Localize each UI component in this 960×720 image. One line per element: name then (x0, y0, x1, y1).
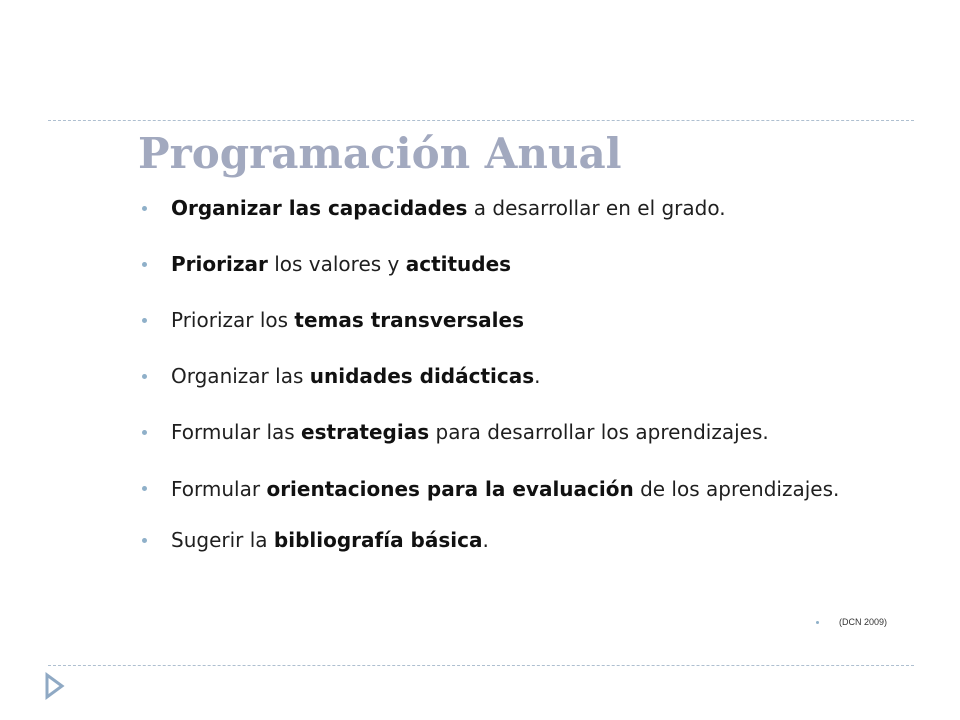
citation-dot-icon (816, 621, 819, 624)
bullet-item (140, 363, 910, 390)
bullet-text: los valores y (267, 252, 406, 276)
citation (816, 617, 887, 627)
bullet-text: Formular las (171, 420, 302, 444)
bullet-text: Organizar las (171, 364, 310, 388)
bullet-text-bold: Organizar las capacidades (171, 196, 468, 220)
bullet-item (140, 467, 910, 511)
bullet-text: para desarrollar los aprendizajes. (429, 420, 769, 444)
bullet-text-bold: bibliografía básica (273, 528, 483, 552)
bullet-item (140, 195, 910, 222)
bullet-text: Sugerir la (171, 528, 274, 552)
bullet-text: a desarrollar en el grado. (467, 196, 726, 220)
bullet-text-bold: temas transversales (294, 308, 525, 332)
bullet-dot-icon (142, 430, 147, 435)
bullet-text-bold: actitudes (405, 252, 512, 276)
bullet-text: de los aprendizajes. (633, 477, 840, 501)
bullet-text: . (534, 364, 541, 388)
bullet-text-bold: orientaciones para la evaluación (266, 477, 634, 501)
bullet-dot-icon (142, 206, 147, 211)
bullet-text: Priorizar los (171, 308, 295, 332)
bottom-divider (48, 665, 914, 666)
bullet-text: . (482, 528, 489, 552)
bullet-dot-icon (142, 486, 147, 491)
bullet-dot-icon (142, 318, 147, 323)
bullet-text-bold: estrategias (301, 420, 430, 444)
citation-text: (DCN 2009) (839, 617, 888, 627)
bullet-list (140, 195, 910, 583)
bullet-text: Formular (171, 477, 267, 501)
bullet-text-bold: Priorizar (171, 252, 268, 276)
bullet-item (140, 419, 910, 446)
bullet-item (140, 307, 910, 334)
bullet-item (140, 251, 910, 278)
bullet-dot-icon (142, 262, 147, 267)
slide-title: Programación Anual (138, 129, 622, 178)
bullet-dot-icon (142, 538, 147, 543)
bullet-item (140, 527, 910, 554)
bullet-dot-icon (142, 374, 147, 379)
bullet-text-bold: unidades didácticas (309, 364, 535, 388)
triangle-right-icon[interactable] (44, 672, 66, 700)
top-divider (48, 120, 914, 121)
